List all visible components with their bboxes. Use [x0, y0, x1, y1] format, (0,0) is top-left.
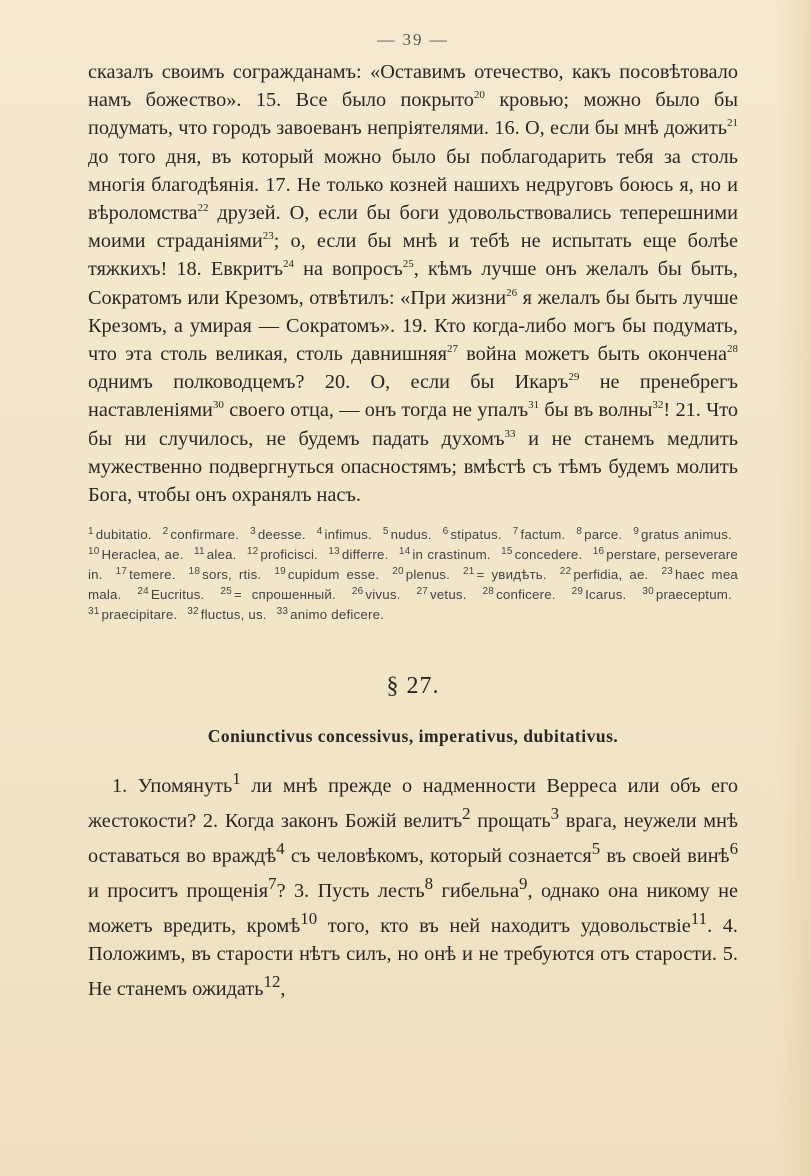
footnote-text: = увидѣть.: [476, 567, 547, 583]
footnote-number: 2: [162, 525, 169, 537]
footnote-ref: 1: [232, 769, 241, 789]
footnote-ref: 3: [550, 804, 560, 824]
footnote-ref: 12: [263, 972, 281, 992]
footnote-number: 24: [137, 585, 149, 597]
footnote-text: cupidum esse.: [287, 567, 380, 583]
footnote-text: praeceptum.: [655, 587, 732, 603]
footnote-number: 16: [592, 545, 605, 557]
footnote-item: [463, 567, 547, 582]
footnote-item: [277, 607, 384, 622]
footnote-text: infimus.: [324, 527, 372, 543]
footnote-text: perstare, perseverare in.: [88, 547, 738, 583]
footnote-text: Eucritus.: [150, 587, 205, 603]
footnote-ref: 30: [212, 399, 224, 412]
text-run: однимъ полководцемъ? 20. О, если бы Икаръ: [88, 371, 569, 394]
footnote-ref: 23: [262, 230, 274, 243]
text-run: кровью; можно было бы подумать, что городъ завоеванъ непріятелями. 16. О, если бы мнѣ дожить: [88, 89, 738, 140]
footnote-text: conficere.: [496, 587, 556, 603]
footnote-number: 22: [559, 565, 572, 577]
footnote-item: [560, 567, 649, 582]
footnote-number: 33: [276, 605, 289, 617]
footnote-ref: 26: [506, 286, 518, 299]
footnote-item: [633, 527, 732, 542]
footnote-text: dubitatio.: [95, 527, 152, 543]
text-run: въ своей винѣ: [600, 844, 730, 867]
footnote-ref: 5: [591, 839, 601, 859]
footnote-number: 12: [246, 545, 259, 557]
footnote-ref: 21: [727, 117, 738, 130]
text-run: . 4. Положимъ, въ старости нѣтъ силъ, но онѣ и не требуются отъ старости. 5. Не станемъ ожидать: [88, 914, 739, 1001]
footnote-item: [116, 567, 176, 582]
footnote-ref: 7: [268, 874, 277, 894]
footnote-item: [501, 547, 582, 562]
text-run: не пренебрегъ наставленіями: [88, 371, 738, 422]
footnote-item: [483, 587, 556, 602]
footnote-number: 10: [88, 545, 100, 557]
footnote-number: 1: [88, 525, 94, 537]
footnote-item: [220, 587, 336, 602]
footnote-number: 21: [463, 565, 475, 577]
exercise-paragraph-continued: [88, 58, 738, 509]
footnote-text: alea.: [206, 547, 237, 563]
text-run: 1. Упомянуть: [112, 775, 233, 798]
footnote-item: [189, 567, 262, 582]
exercise-paragraph-new: [88, 765, 738, 1003]
footnote-ref: 29: [568, 371, 580, 384]
footnote-ref: 31: [528, 399, 540, 412]
footnote-number: 14: [398, 545, 411, 557]
section-number: § 27.: [386, 673, 440, 700]
footnote-text: nudus.: [390, 527, 432, 543]
text-run: , однако она никому не можетъ вредить, кромѣ: [88, 879, 738, 937]
footnote-item: [317, 527, 372, 542]
footnote-text: perfidia, ae.: [573, 567, 649, 583]
text-run: ? 3. Пусть лесть: [276, 879, 425, 902]
footnote-number: 15: [501, 545, 513, 557]
footnote-ref: 32: [652, 399, 664, 412]
footnote-text: differre.: [341, 547, 389, 563]
footnote-ref: 8: [424, 874, 434, 894]
text-run: съ человѣкомъ, который сознается: [284, 844, 592, 867]
footnote-ref: 28: [727, 343, 738, 356]
footnote-number: 3: [250, 525, 256, 537]
footnote-item: [399, 547, 491, 562]
footnote-item: [88, 547, 184, 562]
footnote-number: 17: [115, 565, 128, 577]
text-run: до того дня, въ который можно было бы поблагодарить тебя за столь многія благодѣянія. 17. Не только козней нашихъ недруговъ боюсь я, но и вѣроломства: [88, 145, 738, 225]
footnote-item: [328, 547, 388, 562]
footnote-text: stipatus.: [450, 527, 502, 543]
text-run: и проситъ прощенія: [88, 879, 269, 902]
text-run: ; о, если бы мнѣ и тебѣ не испытать еще болѣе тяжкихъ! 18. Евкритъ: [88, 230, 738, 281]
footnote-item: [88, 607, 177, 622]
footnote-number: 27: [416, 585, 428, 597]
footnote-number: 13: [328, 545, 340, 557]
footnote-item: [513, 527, 566, 542]
footnote-number: 9: [633, 525, 639, 537]
text-run: врага, неужели мнѣ оставаться во враждѣ: [88, 809, 738, 867]
book-page: [88, 30, 738, 1003]
footnote-text: vetus.: [429, 587, 467, 603]
footnote-text: concedere.: [514, 547, 583, 563]
footnote-number: 7: [512, 525, 519, 537]
text-run: война можетъ быть окончена: [457, 343, 727, 366]
footnote-text: in crastinum.: [412, 547, 491, 563]
footnote-number: 19: [274, 565, 286, 577]
footnote-ref: 24: [282, 258, 294, 271]
text-run: своего отца, — онъ тогда не упалъ: [223, 399, 529, 422]
footnote-text: plenus.: [405, 567, 451, 583]
footnote-number: 30: [642, 585, 654, 597]
footnote-item: [194, 547, 237, 562]
footnote-text: haec mea mala.: [88, 567, 739, 603]
footnote-item: [392, 567, 450, 582]
footnote-ref: 2: [462, 804, 471, 824]
footnote-number: 23: [661, 565, 673, 577]
text-run: друзей. О, если бы боги удовольствовались теперешними моими страданіями: [88, 202, 738, 253]
footnote-number: 8: [576, 525, 583, 537]
footnote-text: deesse.: [257, 527, 306, 543]
footnote-item: [274, 567, 379, 582]
footnote-ref: 27: [446, 343, 458, 356]
section-title: Coniunctivus concessivus, imperativus, dubitativus.: [207, 726, 619, 747]
footnote-text: sors, rtis.: [202, 567, 262, 583]
footnote-item: [187, 607, 267, 622]
text-run: я желалъ бы быть лучше Крезомъ, а умирая — Сократомъ». 19. Кто когда-либо могъ бы подумать, что эта столь великая, столь давнишняя: [88, 286, 738, 366]
footnote-ref: 20: [473, 89, 485, 102]
footnote-text: praecipitare.: [101, 607, 178, 623]
footnote-text: temere.: [129, 567, 176, 583]
text-run: , кѣмъ лучше онъ желалъ бы быть, Сократомъ или Крезомъ, отвѣтилъ: «При жизни: [88, 258, 738, 309]
footnote-number: 4: [316, 525, 323, 537]
footnote-text: animo deficere.: [290, 607, 385, 623]
footnote-text: Heraclea, ae.: [101, 547, 184, 563]
text-run: сказалъ своимъ согражданамъ: «Оставимъ отечество, какъ посовѣтовало намъ божество». 15. Все было покрыто: [88, 61, 738, 112]
footnote-number: 20: [392, 565, 404, 577]
footnote-item: [163, 527, 239, 542]
footnote-text: parce.: [584, 527, 623, 543]
footnote-item: [572, 587, 627, 602]
footnote-text: confirmare.: [170, 527, 240, 543]
footnote-text: factum.: [520, 527, 566, 543]
footnote-number: 11: [193, 545, 205, 557]
footnote-number: 6: [442, 525, 449, 537]
footnotes: [88, 525, 738, 625]
footnote-item: [642, 587, 732, 602]
footnote-item: [137, 587, 204, 602]
footnote-text: = спрошенный.: [233, 587, 336, 603]
footnote-item: [383, 527, 432, 542]
footnote-item: [352, 587, 401, 602]
footnote-number: 26: [351, 585, 364, 597]
footnote-item: [88, 527, 152, 542]
footnote-text: proficisci.: [260, 547, 319, 563]
text-run: гибельна: [433, 879, 519, 902]
page-edge-stain: [777, 0, 811, 1176]
text-run: того, кто въ ней находитъ удовольствіе: [317, 914, 691, 937]
footnote-item: [250, 527, 306, 542]
footnote-number: 25: [220, 585, 232, 597]
footnote-number: 31: [88, 605, 100, 617]
footnote-number: 5: [382, 525, 389, 537]
footnote-ref: 22: [197, 202, 209, 215]
text-run: на вопросъ: [293, 258, 403, 281]
footnote-ref: 6: [729, 839, 739, 859]
text-run: прощать: [470, 809, 551, 832]
footnote-number: 18: [188, 565, 201, 577]
footnote-number: 28: [482, 585, 495, 597]
footnote-number: 29: [571, 585, 584, 597]
text-run: бы въ волны: [539, 399, 653, 422]
footnote-ref: 9: [519, 874, 528, 894]
footnote-item: [247, 547, 318, 562]
footnote-ref: 4: [276, 839, 285, 859]
footnote-text: vivus.: [365, 587, 401, 603]
text-run: ! 21. Что бы ни случилось, не будемъ падать духомъ: [88, 399, 738, 450]
footnote-ref: 10: [300, 909, 318, 929]
footnote-item: [443, 527, 502, 542]
footnote-text: Icarus.: [585, 587, 627, 603]
text-run: и не станемъ медлить мужественно подвергнуться опасностямъ; вмѣстѣ съ тѣмъ будемъ молить Бога, чтобы онъ охранялъ насъ.: [88, 427, 738, 507]
footnote-ref: 25: [402, 258, 414, 271]
footnote-text: fluctus, us.: [200, 607, 267, 623]
footnote-ref: 33: [504, 427, 516, 440]
footnote-ref: 11: [690, 909, 708, 929]
footnote-item: [416, 587, 466, 602]
footnote-number: 32: [187, 605, 199, 617]
text-run: ли мнѣ прежде о надменности Верреса или объ его жестокости? 2. Когда законъ Божій велитъ: [88, 775, 738, 832]
page-number: — 39 —: [377, 30, 449, 49]
footnote-item: [576, 527, 622, 542]
text-run: ,: [280, 978, 286, 1001]
footnote-text: gratus animus.: [640, 527, 732, 543]
